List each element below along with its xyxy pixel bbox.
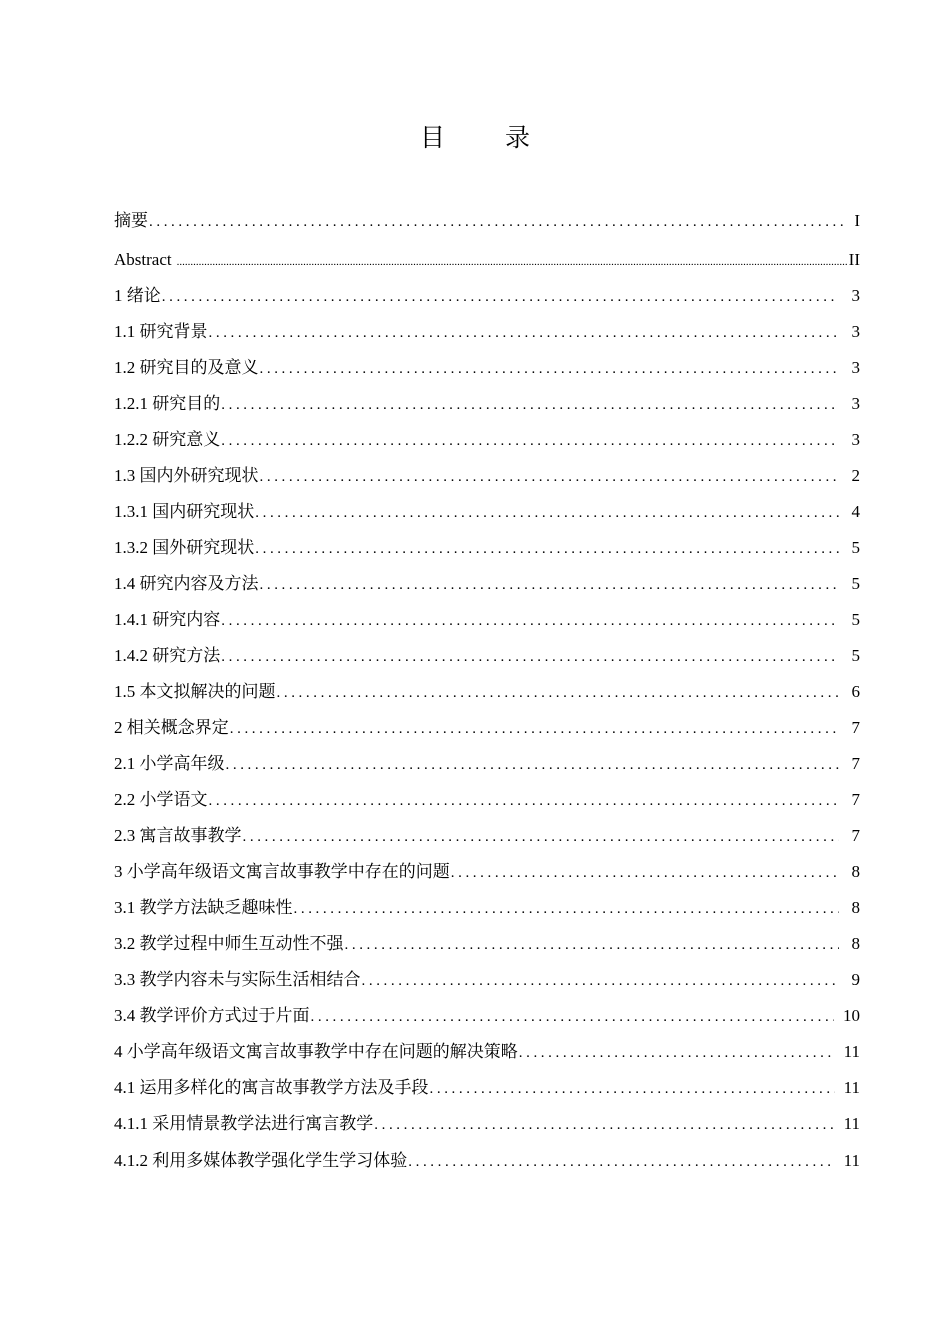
- toc-entry[interactable]: [114, 1077, 860, 1113]
- toc-entry-label: 1.3.2 国外研究现状: [114, 538, 255, 557]
- toc-entry[interactable]: [114, 789, 860, 825]
- toc-leader-dots: [226, 754, 840, 776]
- toc-entry-label: 3.1 教学方法缺乏趣味性: [114, 898, 293, 917]
- toc-entry-page: 5: [851, 538, 860, 557]
- toc-leader-dots: [345, 934, 840, 956]
- toc-entry-page: 7: [851, 790, 860, 809]
- toc-entry-label: 3.2 教学过程中师生互动性不强: [114, 934, 344, 953]
- toc-entry-page: 4: [851, 502, 860, 521]
- toc-entry-page: 7: [851, 826, 860, 845]
- toc-entry[interactable]: [114, 933, 860, 969]
- toc-entry-label: 1.4.2 研究方法: [114, 646, 221, 665]
- toc-entry-page: 5: [851, 646, 860, 665]
- toc-entry-page: 10: [843, 1006, 860, 1025]
- toc-entry[interactable]: [114, 1150, 860, 1186]
- toc-entry-page: 5: [851, 610, 860, 629]
- toc-entry-page: 6: [851, 682, 860, 701]
- toc-leader-dots: [260, 574, 840, 596]
- toc-leader-dots: [277, 682, 840, 704]
- toc-entry-page: 3: [851, 286, 860, 305]
- toc-entry-label: 1.4 研究内容及方法: [114, 574, 259, 593]
- toc-entry-page: 9: [851, 970, 860, 989]
- toc-entry[interactable]: [114, 465, 860, 501]
- toc-entry-label: 4 小学高年级语文寓言故事教学中存在问题的解决策略: [114, 1042, 518, 1061]
- toc-entry-label: 2 相关概念界定: [114, 718, 229, 737]
- toc-entry-label: 3.3 教学内容未与实际生活相结合: [114, 970, 361, 989]
- toc-entry-label: 3 小学高年级语文寓言故事教学中存在的问题: [114, 862, 450, 881]
- toc-entry[interactable]: [114, 429, 860, 465]
- toc-entry[interactable]: [114, 573, 860, 609]
- toc-entry-label: 1.5 本文拟解决的问题: [114, 682, 276, 701]
- toc-entry[interactable]: [114, 897, 860, 933]
- table-of-contents: [114, 210, 860, 1186]
- toc-leader-dots: [221, 394, 839, 416]
- toc-entry[interactable]: [114, 969, 860, 1005]
- toc-entry-label: 1.3.1 国内研究现状: [114, 502, 255, 521]
- toc-entry-page: 3: [851, 322, 860, 341]
- toc-entry[interactable]: [114, 681, 860, 717]
- toc-entry-page: 11: [843, 1078, 860, 1097]
- toc-entry-label: 1.1 研究背景: [114, 322, 208, 341]
- toc-leader-dots: [177, 251, 847, 273]
- toc-leader-dots: [311, 1006, 835, 1028]
- toc-entry[interactable]: [114, 501, 860, 537]
- toc-leader-dots: [294, 898, 840, 920]
- toc-entry-label: 4.1 运用多样化的寓言故事教学方法及手段: [114, 1078, 429, 1097]
- toc-leader-dots: [374, 1114, 834, 1136]
- toc-entry[interactable]: [114, 609, 860, 645]
- toc-entry[interactable]: [114, 393, 860, 429]
- toc-entry-page: 11: [843, 1042, 860, 1061]
- toc-entry-label: 1.3 国内外研究现状: [114, 466, 259, 485]
- toc-entry[interactable]: [114, 1005, 860, 1041]
- toc-entry[interactable]: [114, 1113, 860, 1150]
- toc-entry-page: 2: [851, 466, 860, 485]
- toc-entry-label: 1.2.2 研究意义: [114, 430, 221, 449]
- toc-entry-label: 1 绪论: [114, 286, 161, 305]
- toc-leader-dots: [209, 322, 840, 344]
- toc-entry-page: 7: [851, 718, 860, 737]
- toc-leader-dots: [221, 610, 839, 632]
- toc-entry[interactable]: [114, 717, 860, 753]
- toc-entry[interactable]: [114, 321, 860, 357]
- toc-entry-page: 7: [851, 754, 860, 773]
- toc-leader-dots: [243, 826, 840, 848]
- toc-leader-dots: [408, 1151, 834, 1173]
- toc-entry-page: 11: [843, 1151, 860, 1170]
- toc-entry-abstract-cn[interactable]: [114, 210, 860, 249]
- toc-entry-page: I: [854, 211, 860, 230]
- toc-entry-page: 11: [843, 1114, 860, 1133]
- toc-entry-label: 4.1.2 利用多媒体教学强化学生学习体验: [114, 1151, 408, 1170]
- toc-entry-page: 8: [851, 862, 860, 881]
- toc-entry-label: Abstract: [114, 250, 172, 269]
- toc-entry-page: 8: [851, 934, 860, 953]
- toc-entry-abstract-en[interactable]: [114, 249, 860, 285]
- toc-entry-label: 2.3 寓言故事教学: [114, 826, 242, 845]
- toc-leader-dots: [255, 502, 839, 524]
- toc-entry-label: 1.2 研究目的及意义: [114, 358, 259, 377]
- toc-entry[interactable]: [114, 285, 860, 321]
- toc-entry-page: 3: [851, 358, 860, 377]
- toc-entry[interactable]: [114, 861, 860, 897]
- toc-entry[interactable]: [114, 753, 860, 789]
- toc-leader-dots: [430, 1078, 835, 1100]
- toc-entry[interactable]: [114, 537, 860, 573]
- toc-entry[interactable]: [114, 1041, 860, 1077]
- toc-leader-dots: [519, 1042, 835, 1064]
- toc-leader-dots: [149, 211, 847, 233]
- toc-entry-label: 摘要: [114, 211, 148, 230]
- toc-entry[interactable]: [114, 645, 860, 681]
- toc-leader-dots: [255, 538, 839, 560]
- toc-entry-label: 2.2 小学语文: [114, 790, 208, 809]
- toc-entry-page: 3: [851, 430, 860, 449]
- page-title: 目 录: [420, 123, 556, 152]
- toc-leader-dots: [162, 286, 839, 308]
- toc-entry-label: 2.1 小学高年级: [114, 754, 225, 773]
- toc-entry-label: 1.4.1 研究内容: [114, 610, 221, 629]
- toc-leader-dots: [451, 862, 839, 884]
- toc-entry-page: II: [848, 250, 860, 269]
- toc-leader-dots: [260, 466, 840, 488]
- toc-entry-label: 3.4 教学评价方式过于片面: [114, 1006, 310, 1025]
- toc-entry-label: 4.1.1 采用情景教学法进行寓言教学: [114, 1114, 374, 1133]
- toc-entry-page: 3: [851, 394, 860, 413]
- toc-leader-dots: [209, 790, 840, 812]
- toc-entry-label: 1.2.1 研究目的: [114, 394, 221, 413]
- toc-entry[interactable]: [114, 357, 860, 393]
- toc-leader-dots: [221, 646, 839, 668]
- toc-entry-page: 8: [851, 898, 860, 917]
- toc-leader-dots: [221, 430, 839, 452]
- toc-entry-page: 5: [851, 574, 860, 593]
- toc-leader-dots: [230, 718, 839, 740]
- toc-leader-dots: [362, 970, 840, 992]
- toc-leader-dots: [260, 358, 840, 380]
- toc-entry[interactable]: [114, 825, 860, 861]
